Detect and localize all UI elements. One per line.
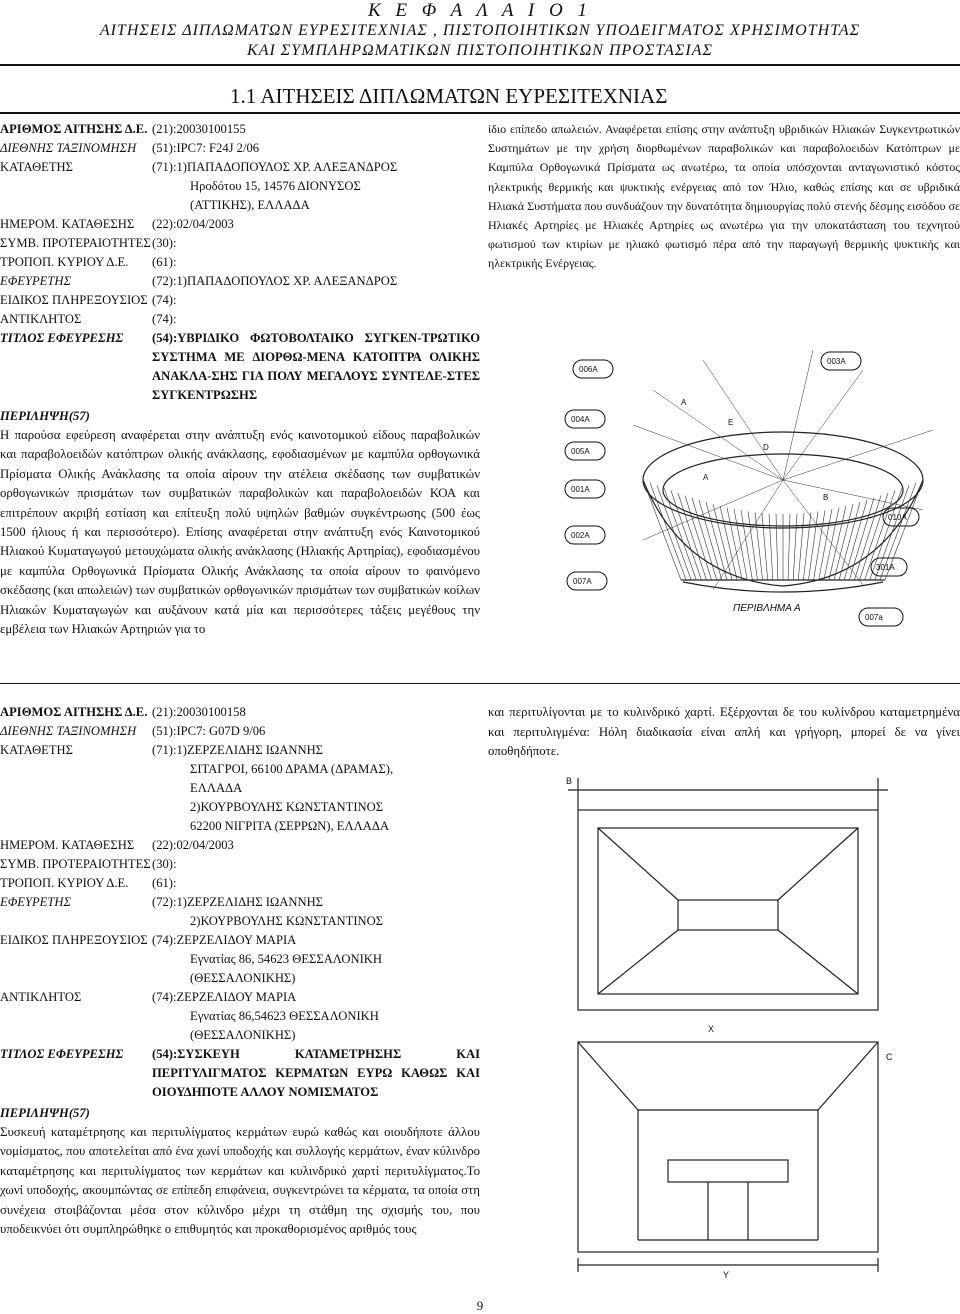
amend-label: ΤΡΟΠΟΠ. ΚΥΡΙΟΥ Δ.Ε. [0,876,129,890]
ipc-label: ΔΙΕΘΝΗΣ ΤΑΞΙΝΟΜΗΣΗ [0,141,137,155]
fig1-label: 007a [865,613,883,622]
app-no: (21):20030100158 [152,705,246,719]
filing-date-label: ΗΜΕΡΟΜ. ΚΑΤΑΘΕΣΗΣ [0,838,135,852]
fig2-label: B [566,776,573,786]
record-1 [0,120,480,639]
fig1-label: A [703,473,709,482]
fig1-caption: ΠΕΡΙΒΛΗΜΑ Α [733,603,801,614]
fig1-label: E [728,418,734,427]
bowl-flute-line [769,514,773,580]
applicant: (71):1)ΠΑΠΑΔΟΠΟΥΛΟΣ ΧΡ. ΑΛΕΞΑΝΔΡΟΣ Ηροδότου 15, 14576 ΔΙΟΝΥΣΟΣ (ΑΤΤΙΚΗΣ), ΕΛΛΑΔΑ [152,160,398,212]
priority-label: ΣΥΜΒ. ΠΡΟΤΕΡΑΙΟΤΗΤΕΣ [0,236,151,250]
rep: (74):ΖΕΡΖΕΛΙΔΟΥ ΜΑΡΙΑ Εγνατίας 86,54623 ΘΕΣΣΑΛΟΝΙΚΗ (ΘΕΣΣΑΛΟΝΙΚΗΣ) [152,990,379,1042]
bowl-flute-line [849,498,874,580]
bowl-flute-line [650,483,686,580]
title-label: ΤΙΤΛΟΣ ΕΦΕΥΡΕΣΗΣ [0,331,124,345]
inventor-label: ΕΦΕΥΡΕΤΗΣ [0,895,71,909]
priority: (30): [152,236,177,250]
ipc: (51):IPC7: F24J 2/06 [152,141,260,155]
inventor: (72):1)ΠΑΠΑΔΟΠΟΥΛΟΣ ΧΡ. ΑΛΕΞΑΝΔΡΟΣ [152,274,398,288]
fig1-label: 005A [571,447,590,456]
record-2-continuation: και περιτυλίγονται με το κυλινδρικό χαρτί. Εξέρχονται δε του κυλίνδρου καταμετρημένα και περιτυλιγμένα: Hόλη διαδικασία είναι απλή και γρήγορη, μπορεί δε να γίνει οποθηδήποτε. [488,705,960,758]
fig1-label: 003A [827,357,846,366]
inventor-label: ΕΦΕΥΡΕΤΗΣ [0,274,71,288]
fig1-label: 002A [571,531,590,540]
bowl-flute-line [776,514,778,580]
abstract: Η παρούσα εφεύρεση αναφέρεται στην ανάπτυξη ενός καινοτομικού είδους παραβολικών και παραβολοειδών κατόπτρων ολικής ανάκλασης, εφοδιασμένων με καμπύλα ορθογωνικά Πρίσματα Ολικής Ανάκλασης τα οποία αίρουν την ατέλεια σκέδασης των συμβατικών ορθογωνικών πρισμάτων των συμβατικών παραβολικών και παραβολοειδών ΚΟΑ και επιτρέπουν ακριβή εστίαση και επίτευξη πολύ υψηλών βαθμών συγκέντρωσης (500 έως 1500 ήλιους ή και περισσότερο). Επίσης αναφέρεται στην ανάπτυξη ενός Καινοτομικού Ηλιακού Κυματαγωγού μετουχώματα ολικής ανάκλασης (Ηλιακής Αρτηρίας), εφοδιασμένου με καμπύλα Ορθογωνικά Πρίσματα Ολικής Ανάκλασης τα οποία αίρουν το φαινόμενο σκέδασης (και απωλειών) των συμβατικών ορθογωνικών πρισμάτων των συμβατικών κοίλων Ηλιακών Κυματαγωγών και αυξάνουν κατά μία και περισσότερες τάξεις μεγέθους την εμβέλεια των Ηλιακών Αρτηριών για το [0,428,481,637]
record-separator [0,683,960,684]
filing-date-label: ΗΜΕΡΟΜ. ΚΑΤΑΘΕΣΗΣ [0,217,135,231]
fig1-label: 007A [573,577,592,586]
section-rule [0,112,960,114]
section-title: 1.1 ΑΙΤΗΣΕΙΣ ΔΙΠΛΩΜΑΤΩΝ ΕΥΡΕΣΙΤΕΧΝΙΑΣ [230,84,668,108]
bowl-flute-line [839,502,860,580]
bowl-flute-line [819,509,832,580]
applicant-label: ΚΑΤΑΘΕΤΗΣ [0,743,73,757]
filing-date: (22):02/04/2003 [152,217,234,231]
priority-label: ΣΥΜΒ. ΠΡΟΤΕΡΑΙΟΤΗΤΕΣ [0,857,151,871]
bowl-flute-line [734,509,747,580]
bowl-flute-line [643,480,681,580]
fig1-label: A [681,398,687,407]
filing-date: (22):02/04/2003 [152,838,234,852]
amend: (61): [152,255,177,269]
bowl-flute-line [788,514,790,580]
applicant: (71):1)ΖΕΡΖΕΛΙΔΗΣ ΙΩΑΝΝΗΣ ΣΙΤΑΓΡΟΙ, 66100 ΔΡΑΜΑ (ΔΡΑΜΑΣ), ΕΛΛΑΔΑ 2)ΚΟΥΡΒΟΥΛΗΣ ΚΩΝΣΤΑΝΤΙΝΟΣ 62200 ΝΙΓΡΙΤΑ (ΣΕΡΡΩΝ), ΕΛΛΑΔΑ [152,743,394,833]
bowl-flute-line [793,514,797,580]
record-2 [0,703,480,1239]
abstract: Συσκευή καταμέτρησης και περιτυλίγματος κερμάτων ευρώ καθώς και οιουδήποτε άλλου νομίσματος, που αποτελείται από ένα χωνί υποδοχής και συλλογής κερμάτων, έναν κύλινδρο καταμέτρησης και περιτυλίγματος των κερμάτων και κυλινδρικό χαρτί περιτυλίγματος.Το χωνί υποδοχής, ακουμπώντας σε επίπεδη επιφάνεια, συγκεντρώνει τα κέρματα, τα οποία στη συνέχεια στοιβάζονται μέσα στον κύλινδρο μέχρι τη στάθμη της σχισμής του, που υποδεικνύει ότι συμπληρώθηκε ο επιθυμητός και προκαθορισμένος αριθμός τους [0,1125,480,1237]
record-1-continuation: ίδιο επίπεδο απωλειών. Αναφέρεται επίσης στην ανάπτυξη υβριδικών Ηλιακών Συγκεντρωτικών Συστημάτων με την χρήση διορθωμένων παραβολικών και παραβολοειδών Κατόπτρων με Καμπύλα Ορθογωνικά Πρίσματα ως ανωτέρω, τα οποία υπόσχονται ανταγωνιστικό κόστος ηλεκτρικής θερμικής και ψυκτικής ενέργειας από τον Ήλιο, καθώς επίσης και σε υβριδικά Ηλιακά Συστήματα που συνδυάζουν την δυνατότητα δημιουργίας πολύ στενής δέσμης εισόδου σε Ηλιακές Αρτηρίες με Ηλιακές Αρτηρίες ως ανωτέρω για την υποκατάσταση του τεχνητού φωτισμού των κτιρίων με ηλιακό φωτισμό πέρα από την παραγωγή θερμικής ψυκτικής και ηλεκτρικής Ενέργειας. [488,122,960,271]
bowl-flute-line [798,513,804,580]
chapter-heading: Κ Ε Φ Α Λ Α Ι Ο 1 [368,0,592,21]
rep-label: ΑΝΤΙΚΛΗΤΟΣ [0,990,82,1004]
agent-label: ΕΙΔΙΚΟΣ ΠΛΗΡΕΞΟΥΣΙΟΣ [0,933,148,947]
chapter-subtitle-line1: ΑΙΤΗΣΕΙΣ ΔΙΠΛΩΜΑΤΩΝ ΕΥΡΕΣΙΤΕΧΝΙΑΣ , ΠΙΣΤΟΠΟΙΗΤΙΚΩΝ ΥΠΟΔΕΙΓΜΑΤΟΣ ΧΡΗΣΙΜΟΤΗΤΑΣ [99,22,861,39]
fig1-label: 001A [571,485,590,494]
app-no-label: ΑΡΙΘΜΟΣ ΑΙΤΗΣΗΣ Δ.Ε. [0,705,148,719]
agent: (74):ΖΕΡΖΕΛΙΔΟΥ ΜΑΡΙΑ Εγνατίας 86, 54623 ΘΕΣΣΑΛΟΝΙΚΗ (ΘΕΣΣΑΛΟΝΙΚΗΣ) [152,933,382,985]
rep-label: ΑΝΤΙΚΛΗΤΟΣ [0,312,82,326]
solar-concentrator-drawing [563,330,960,632]
fig1-label: 010A [888,513,907,522]
abstract-label: ΠΕΡΙΛΗΨΗ(57) [0,1106,90,1120]
amend: (61): [152,876,177,890]
abstract-label: ΠΕΡΙΛΗΨΗ(57) [0,409,90,423]
header-rule [0,64,960,66]
bowl-flute-line [741,510,752,580]
rep: (74): [152,312,177,326]
bowl-flute-line [814,510,825,580]
applicant-label: ΚΑΤΑΘΕΤΗΣ [0,160,73,174]
bowl-flute-line [678,493,707,580]
ipc: (51):IPC7: G07D 9/06 [152,724,266,738]
fig1-label: 004A [571,415,590,424]
amend-label: ΤΡΟΠΟΠ. ΚΥΡΙΟΥ Δ.Ε. [0,255,129,269]
invention-title: (54):ΣΥΣΚΕΥΗ ΚΑΤΑΜΕΤΡΗΣΗΣ ΚΑΙ ΠΕΡΙΤΥΛΙΓΜΑΤΟΣ ΚΕΡΜΑΤΩΝ ΕΥΡΩ ΚΑΘΩΣ ΚΑΙ ΟΙΟΥΔΗΠΟΤΕ ΑΛΛΟΥ ΝΟΜΙΣΜΑΤΟΣ [152,1047,480,1099]
invention-title: (54):ΥΒΡΙΔΙΚΟ ΦΩΤΟΒΟΛΤΑΙΚΟ ΣΥΓΚΕΝ-ΤΡΩΤΙΚΟ ΣΥΣΤΗΜΑ ΜΕ ΔΙΟΡΘΩ-ΜΕΝΑ ΚΑΤΟΠΤΡΑ ΟΛΙΚΗΣ ΑΝΑΚΛΑ-ΣΗΣ ΓΙΑ ΠΟΛΥ ΜΕΓΑΛΟΥΣ ΣΥΝΤΕΛΕ-ΣΤΕΣ ΣΥΓΚΕΝΤΡΩΣΗΣ [152,331,480,402]
fig2-label: X [708,1024,715,1034]
coin-device-drawing [558,770,900,1280]
ipc-label: ΔΙΕΘΝΗΣ ΤΑΞΙΝΟΜΗΣΗ [0,724,137,738]
title-label: ΤΙΤΛΟΣ ΕΦΕΥΡΕΣΗΣ [0,1047,124,1061]
fig1-label: 301A [876,563,895,572]
fig1-label: D [763,443,769,452]
priority: (30): [152,857,177,871]
fig2-label: C [886,1052,893,1062]
fig1-label: B [823,493,829,502]
bowl-flute-line [706,502,727,580]
agent: (74): [152,293,177,307]
app-no: (21):20030100155 [152,122,246,136]
page-number: 9 [476,1298,484,1313]
agent-label: ΕΙΔΙΚΟΣ ΠΛΗΡΕΞΟΥΣΙΟΣ [0,293,148,307]
bowl-flute-line [762,513,768,580]
inventor: (72):1)ΖΕΡΖΕΛΙΔΗΣ ΙΩΑΝΝΗΣ 2)ΚΟΥΡΒΟΥΛΗΣ ΚΩΝΣΤΑΝΤΙΝΟΣ [152,895,384,928]
fig2-label: Y [723,1270,730,1280]
chapter-subtitle-line2: ΚΑΙ ΣΥΜΠΛΗΡΩΜΑΤΙΚΩΝ ΠΙΣΤΟΠΟΙΗΤΙΚΩΝ ΠΡΟΣΤΑΣΙΑΣ [247,42,713,59]
app-no-label: ΑΡΙΘΜΟΣ ΑΙΤΗΣΗΣ Δ.Ε. [0,122,148,136]
fig1-label: 006A [579,365,598,374]
